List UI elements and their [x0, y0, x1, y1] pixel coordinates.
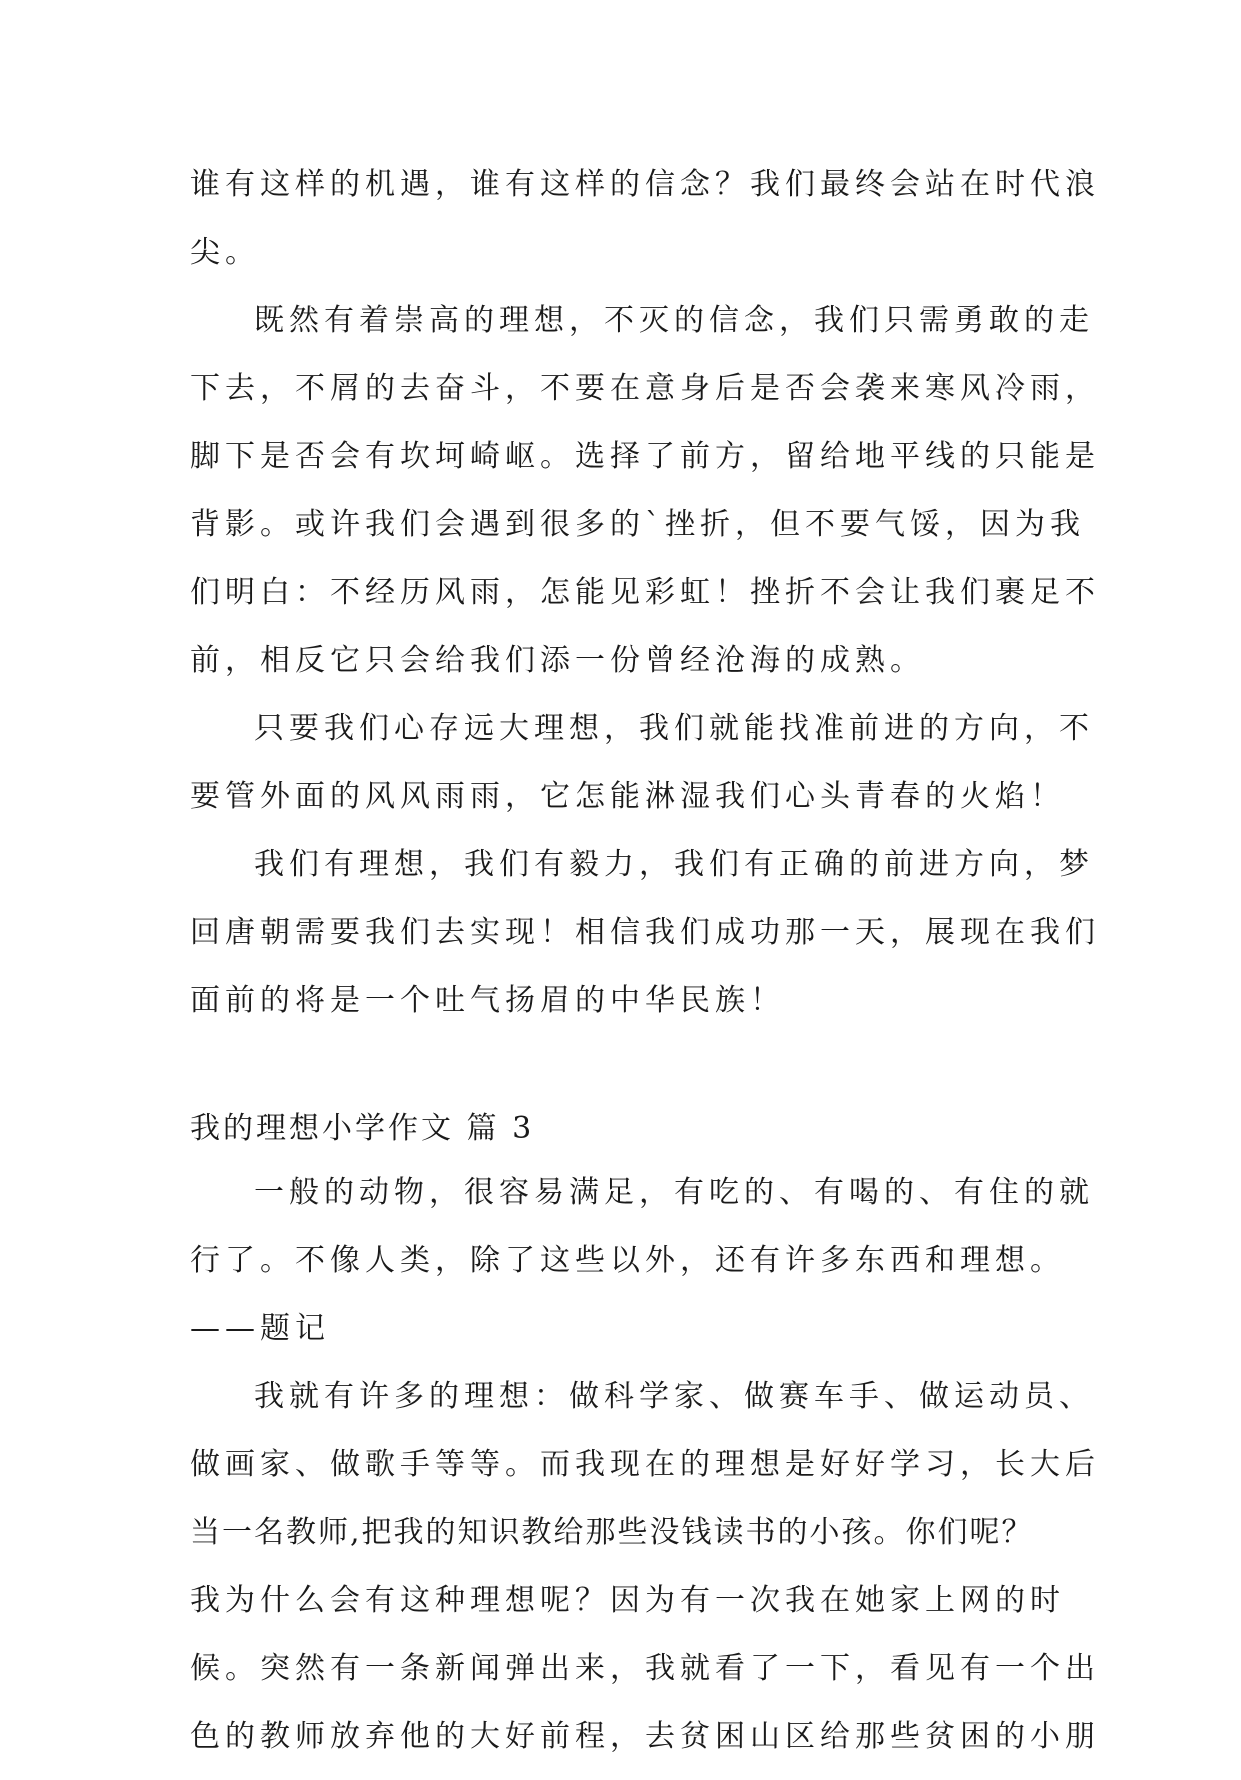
paragraph	[190, 840, 1100, 1044]
text-line: 我就有许多的理想：做科学家、做赛车手、做运动员、	[254, 1379, 1094, 1414]
text-line: 回唐朝需要我们去实现！相信我们成功那一天，展现在我们	[190, 915, 1100, 950]
text-line: 脚下是否会有坎坷崎岖。选择了前方，留给地平线的只能是	[190, 439, 1100, 474]
text-line: 下去，不屑的去奋斗，不要在意身后是否会袭来寒风冷雨，	[190, 371, 1100, 406]
epigraph-attribution: ——题记	[190, 1311, 330, 1346]
text-line: 背影。或许我们会遇到很多的`挫折，但不要气馁，因为我	[190, 507, 1085, 542]
text-line: 尖。	[190, 235, 260, 270]
text-line: 我为什么会有这种理想呢？因为有一次我在她家上网的时	[190, 1583, 1065, 1618]
text-line: 色的教师放弃他的大好前程，去贫困山区给那些贫困的小朋	[190, 1719, 1100, 1754]
paragraph	[190, 1372, 1100, 1780]
text-line: 行了。不像人类，除了这些以外，还有许多东西和理想。	[190, 1243, 1065, 1278]
text-line: 们明白：不经历风雨，怎能见彩虹！挫折不会让我们裹足不	[190, 575, 1100, 610]
document-body	[190, 160, 1100, 1780]
text-line: 面前的将是一个吐气扬眉的中华民族！	[190, 983, 785, 1018]
text-line: 前，相反它只会给我们添一份曾经沧海的成熟。	[190, 643, 925, 678]
text-line: 当一名教师,把我的知识教给那些没钱读书的小孩。你们呢？	[190, 1515, 1034, 1550]
paragraph-continuation	[190, 160, 1100, 296]
text-line: 谁有这样的机遇，谁有这样的信念？我们最终会站在时代浪	[190, 167, 1100, 202]
text-line: 既然有着崇高的理想，不灭的信念，我们只需勇敢的走	[254, 303, 1094, 338]
paragraph	[190, 704, 1094, 840]
paragraph	[190, 1168, 1094, 1372]
text-line: 我们有理想，我们有毅力，我们有正确的前进方向，梦	[254, 847, 1094, 882]
text-line: 一般的动物，很容易满足，有吃的、有喝的、有住的就	[254, 1175, 1094, 1210]
text-line: 做画家、做歌手等等。而我现在的理想是好好学习，长大后	[190, 1447, 1100, 1482]
text-line: 候。突然有一条新闻弹出来，我就看了一下，看见有一个出	[190, 1651, 1100, 1686]
paragraph	[190, 296, 1100, 704]
text-line: 只要我们心存远大理想，我们就能找准前进的方向，不	[254, 711, 1094, 746]
section-gap	[190, 1044, 1060, 1104]
section-heading: 我的理想小学作文 篇 3	[190, 1111, 535, 1146]
text-line: 要管外面的风风雨雨，它怎能淋湿我们心头青春的火焰！	[190, 779, 1065, 814]
